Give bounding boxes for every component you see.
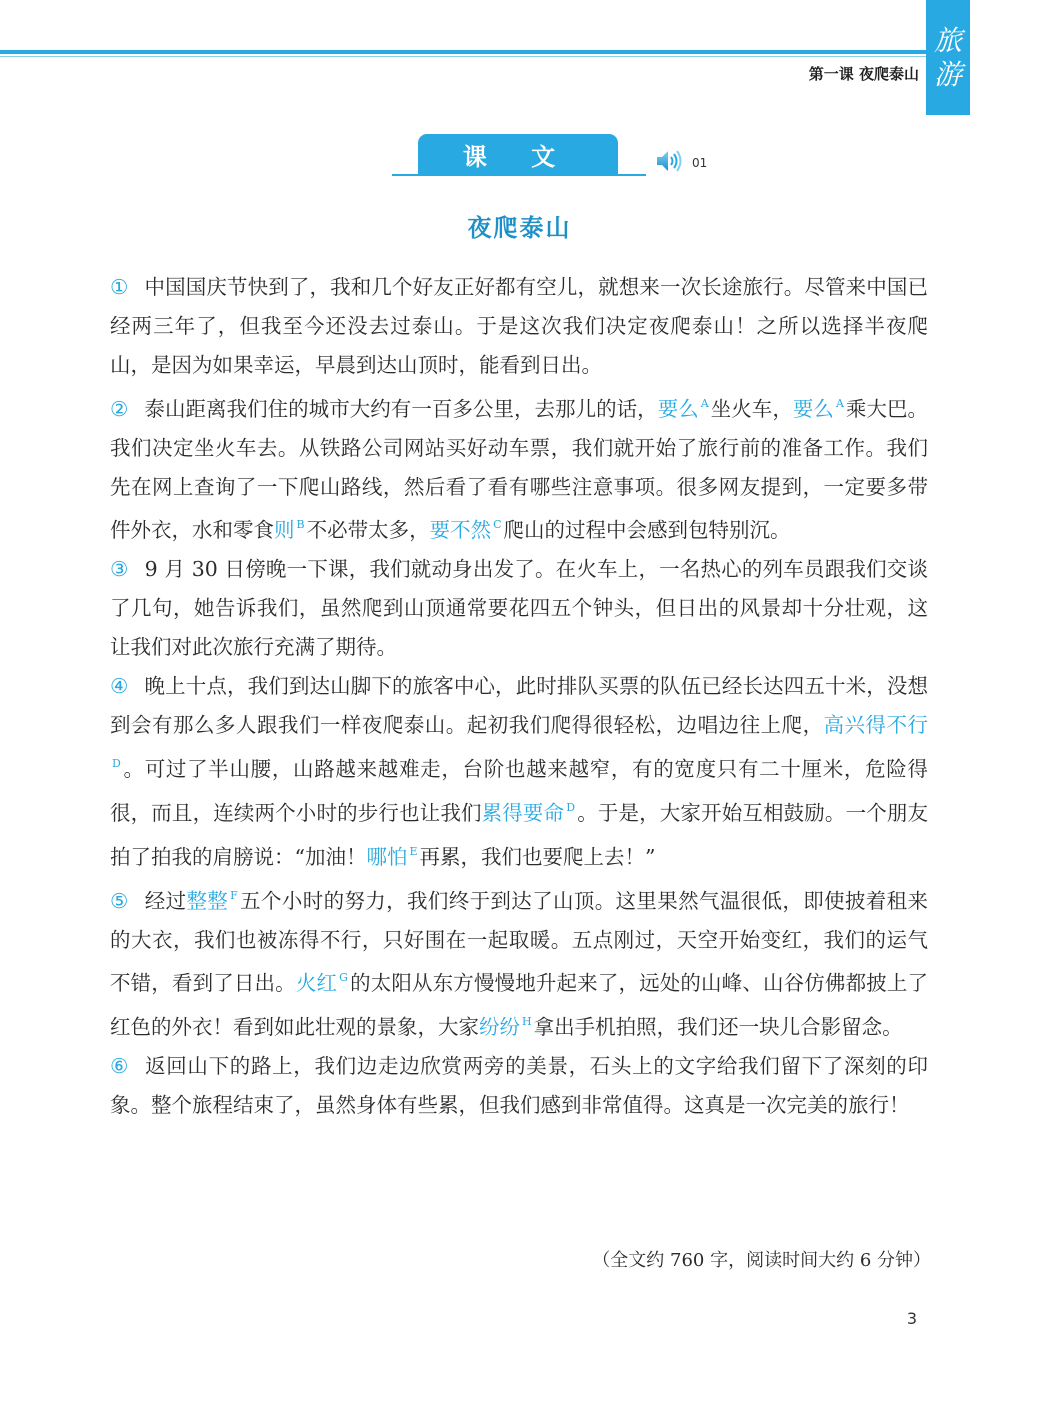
keyword: 整整 $^F$ bbox=[186, 888, 238, 913]
paragraph-number: ② bbox=[110, 396, 129, 421]
reading-stats-note: （全文约 760 字，阅读时间大约 6 分钟） bbox=[592, 1250, 931, 1271]
text-title: 夜爬泰山 bbox=[467, 214, 572, 242]
keyword: 火红 $^G$ bbox=[295, 971, 348, 996]
keyword-marker: G bbox=[339, 971, 348, 985]
paragraph-number: ⑤ bbox=[110, 888, 129, 913]
paragraph-6: ⑥ 返回山下的路上，我们边走边欣赏两旁的美景，石头上的文字给我们留下了深刻的印象。整个旅程结束了，虽然身体有些累，但我们感到非常值得。这真是一次完美的旅行！ bbox=[110, 1054, 928, 1118]
speaker-icon[interactable] bbox=[655, 148, 685, 174]
audio-track-number: 01 bbox=[692, 156, 708, 170]
keyword-marker: H bbox=[522, 1015, 532, 1029]
paragraph-5: ⑤ 经过整整 $^F$五个小时的努力，我们终于到达了山顶。这里果然气温很低，即使披着租来的大衣，我们也被冻得不行，只好围在一起取暖。五点刚过，天空开始变红，我们的运气不错，看到了日出。火红 $^G$的太阳从东方慢慢地升起来了，远处的山峰、山谷仿佛都披上了红色的外衣！看到如此壮观的景象，大家纷纷 $^H$拿出手机拍照，我们还一块儿合影留念。 bbox=[110, 888, 929, 1040]
paragraph-number: ④ bbox=[110, 674, 129, 699]
paragraph-number: ③ bbox=[110, 557, 129, 582]
paragraph-number: ① bbox=[110, 275, 129, 299]
body-text bbox=[110, 268, 928, 1125]
keyword-marker: B bbox=[296, 518, 305, 532]
header-rule-thin bbox=[0, 56, 926, 57]
paragraph-3: ③ 9 月 30 日傍晚一下课，我们就动身出发了。在火车上，一名热心的列车员跟我们交谈了几句，她告诉我们，虽然爬到山顶通常要花四五个钟头，但日出的风景却十分壮观，这让我们对此次旅行充满了期待。 bbox=[110, 557, 928, 660]
keyword-marker: A bbox=[835, 396, 844, 410]
unit-tab bbox=[926, 0, 970, 115]
keyword-marker: D bbox=[112, 756, 121, 770]
keyword: 纷纷 $^H$ bbox=[479, 1015, 532, 1040]
unit-char-2: 游 bbox=[933, 57, 962, 91]
unit-char-1: 旅 bbox=[933, 23, 962, 57]
paragraph-1: ① 中国国庆节快到了，我和几个好友正好都有空儿，就想来一次长途旅行。尽管来中国已经两三年了，但我至今还没去过泰山。于是这次我们决定夜爬泰山！之所以选择半夜爬山，是因为如果幸运，早晨到达山顶时，能看到日出。 bbox=[110, 275, 928, 377]
keyword-marker: A bbox=[700, 396, 709, 410]
keyword: 则 $^B$ bbox=[274, 518, 305, 543]
paragraph-4: ④ 晚上十点，我们到达山脚下的旅客中心，此时排队买票的队伍已经长达四五十米，没想到会有那么多人跟我们一样夜爬泰山。起初我们爬得很轻松，边唱边往上爬，高兴得不行$^D$。可过了半山腰，山路越来越难走，台阶也越来越窄，有的宽度只有二十厘米，危险得很，而且，连续两个小时的步行也让我们累得要命 $^D$。于是，大家开始互相鼓励。一个朋友拍了拍我的肩膀说：“加油！哪怕 $^E$再累，我们也要爬上去！” bbox=[110, 674, 929, 869]
keyword-marker: F bbox=[230, 888, 238, 902]
section-underline bbox=[392, 174, 646, 176]
keyword: 高兴得不行$^D$ bbox=[112, 712, 929, 770]
keyword-marker: E bbox=[409, 844, 418, 858]
keyword-marker: D bbox=[566, 800, 576, 814]
section-heading: 课 文 bbox=[418, 134, 618, 174]
keyword: 要不然 $^C$ bbox=[429, 518, 502, 543]
lesson-title: 第一课 夜爬泰山 bbox=[808, 65, 919, 83]
paragraph-number: ⑥ bbox=[110, 1054, 130, 1079]
keyword: 要么 $^A$ bbox=[792, 396, 844, 421]
paragraph-2: ② 泰山距离我们住的城市大约有一百多公里，去那儿的话，要么 $^A$坐火车，要么 $^A$乘大巴。我们决定坐火车去。从铁路公司网站买好动车票，我们就开始了旅行前的准备工作。我们先在网上查询了一下爬山路线，然后看了看有哪些注意事项。很多网友提到，一定要多带件外衣，水和零食则 $^B$不必带太多，要不然 $^C$爬山的过程中会感到包特别沉。 bbox=[110, 396, 929, 543]
page-number: 3 bbox=[906, 1309, 917, 1328]
header-rule bbox=[0, 50, 926, 54]
keyword-marker: C bbox=[493, 518, 502, 532]
keyword: 哪怕 $^E$ bbox=[366, 844, 418, 869]
keyword: 要么 $^A$ bbox=[657, 396, 709, 421]
keyword: 累得要命 $^D$ bbox=[481, 800, 576, 825]
